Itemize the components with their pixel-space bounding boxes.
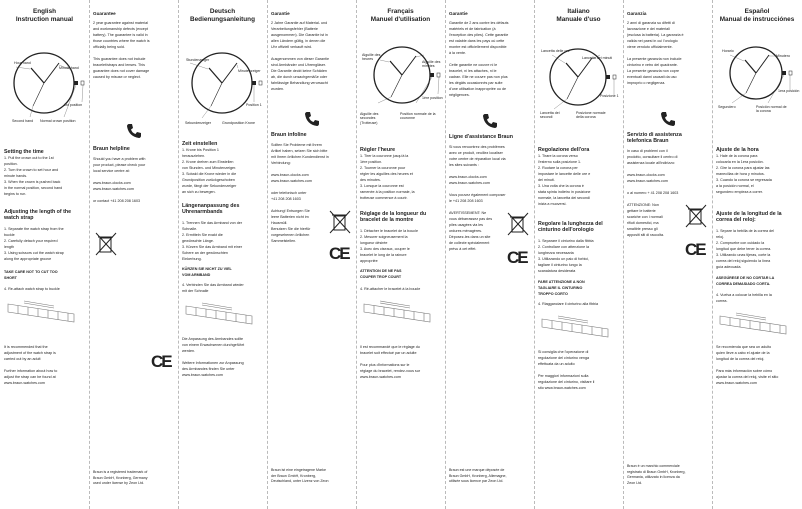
second-hand-label: Segundero [718,105,736,109]
guarantee-body: 2 year guarantee against material and workmanship defects (except battery). The guarantee is valid in those countries where the watch is officially being sold. This guarantee does not include bracelet/straps and lenses. This guarantee does not cover damage caused by misuse or neglect. [93,21,150,79]
adjust-strap-heading: Ajuste de la longitud de la correa del reloj: [716,211,782,224]
francais-instructions-column [356,0,445,509]
adjust-strap-heading: Adjusting the length of the watch strap [4,209,72,222]
crossed-bin-icon [505,210,531,238]
adult-recommendation: Si consiglia che l'operazione di regolazione del cinturino venga effettuata da un adulto [538,349,590,366]
espanol-instructions-column [712,0,802,509]
disposal-block [271,208,352,278]
minute-hand-label: Aiguille des minutes [422,60,441,69]
setting-time-heading: Ajuste de la hora [716,147,759,153]
helpline-heading: Ligne d'assistance Braun [449,134,513,140]
normal-position-label: Posizione normale della corona [576,111,606,120]
hour-hand-label: Hour hand [14,61,31,65]
minute-hand-label: Minute hand [59,66,79,70]
phone-icon [125,122,143,140]
normal-position-label: Normal crown position [40,119,76,123]
first-position-label: 1era posición [778,89,800,93]
italiano-instructions-column [534,0,623,509]
disposal-block [627,202,708,272]
further-info: Para más información sobre cómo ajustar la correa del reloj, visite el sitio www.braun-watches.com [716,368,779,385]
reattach-step: 4. Verbinden Sie das Armband wieder mit der Schnalle [182,282,244,293]
ce-mark-icon: CE [329,244,349,264]
reattach-step: 4. Riagganciare il cinturino alla fibbia [538,301,599,306]
watch-dial-diagram [538,23,619,135]
normal-position-label: Grundposition Krone [222,121,255,125]
phone-icon [659,110,677,128]
helpline-body: In caso di problemi con il prodotto, consultare il centro di assistenza locale all'indirizzo: www.braun-clocks.com www.braun-watches.com o al numero + 41 208 208 1603 [627,149,679,196]
helpline-heading: Servizio di assistenza telefonica Braun [627,132,682,145]
adjust-strap-steps: 1. Separate the watch strap from the buckle 2. Carefully detach your required length 3. Using scissors cut the watch strap along the appropriate groove [4,226,64,261]
hour-hand-label: Lancetta delle ore [541,49,570,53]
adult-recommendation: It is recommended that the adjustment of the watch strap is carried out by an adult [4,344,56,361]
helpline-body: Sollten Sie Probleme mit Ihrem Artikel haben, setzen Sie sich bitte mit Ihrem örtlichen Kundendienst in Verbindung: www.braun-clocks.com www.braun-watches.com oder telefonisch unter +41 208 208 1603 [271,143,329,202]
normal-position-label: Position normale de la couronne [400,112,436,121]
minute-hand-label: Minutero [776,54,790,58]
further-info: Per maggiori informazioni sulla regolazione del cinturino, visitare il sito www.braun-watches.com [538,373,595,390]
first-position-label: 1st position [64,103,83,107]
english-title: English Instruction manual [15,8,74,23]
setting-time-steps: 1. Pull the crown out to the 1st position. 2. Turn the crown to set hour and minute hands. 3. When the crown is pushed back in the normal position, second hand begins to run. [4,156,63,197]
english-instructions-column [0,0,89,509]
ce-mark-icon: CE [151,352,171,371]
francais-guarantee-column [445,0,534,509]
italiano-title: Italiano Manuale d'uso [556,8,601,23]
cut-warning: ASEGÚRESE DE NO CORTAR LA CORREA DEMASIADO CORTA. [716,275,775,286]
guarantee-title: Guarantee [93,11,116,16]
watch-dial-diagram [716,23,798,135]
disposal-warning: Achtung! Entsorgen Sie leere Batterien nicht im Hausmüll. Benutzen Sie die hierfür vorgesehenen örtlichen Sammelstellen. [271,209,311,244]
helpline-body: Should you have a problem with your product, please check your local service centre at: www.braun-clocks.com www.braun-watches.com or contact +41 208 208 1603 [93,157,146,204]
minute-hand-label: Minutenzeiger [238,69,261,73]
helpline-heading: Braun helpline [93,146,130,152]
hour-hand-label: Stundenzeiger [186,58,210,62]
helpline-body: Si vous rencontrez des problèmes avec ce produit, veuillez localiser votre centre de réparation local via les sites suivants : www.braun-clocks.com www.braun-watches.com Vous pouvez également composer le +41 208 208 1603 [449,145,506,204]
disposal-warning: ATTENZIONE: Non gettare le batterie scariche con i normali rifiuti domestici, ma smaltirle presso gli appositi siti di raccolta. [627,203,665,238]
watch-dial-diagram [360,23,441,135]
normal-position-label: Posición normal de la corona [756,105,787,114]
reattach-step: 4. Re-attach watch strap to buckle [4,286,60,291]
crossed-bin-icon [683,202,709,230]
watch-face-icon [716,23,802,135]
watch-face-icon [182,23,267,135]
guarantee-body: Garantie de 2 ans contre les défauts matériels et de fabrication (à l'exception des piles). Cette garantie est valable dans les pays où cette montre est officiellement disponible à la vente. Cette garantie ne couvre ni le bracelet, ni les attaches, ni le cadran. Elle ne couvre pas non plus les dégâts occasionnés par suite d'une utilisation inappropriée ou de négligences. [449,21,509,97]
first-position-label: Posizione 1 [600,94,619,98]
adjust-strap-heading: Regolare la lunghezza del cinturino dell'orologio [538,221,603,234]
hour-hand-label: Horario [722,49,734,53]
trademark-note: Braun ist eine eingetragene Marke der Braun GmbH, Kronberg, Deutschland, unter Lizenz von Zeon [271,468,329,484]
disposal-block [449,210,530,280]
further-info: Pour plus d'informations sur le réglage du bracelet, rendez-vous sur www.braun-watches.com [360,362,421,379]
first-position-label: Position 1 [246,103,262,107]
phone-icon [481,112,499,130]
watch-strap-illustration [538,313,618,339]
trademark-note: Braun est une marque déposée de Braun GmbH, Kronberg, Allemagne, utilisée sous licence par Zeon Ltd. [449,468,507,484]
ce-mark-icon: CE [507,248,527,268]
watch-strap-illustration [182,300,262,326]
watch-strap-illustration [716,310,796,336]
guarantee-title: Garantie [449,11,468,16]
ce-mark-icon: CE [685,240,705,260]
adjust-strap-steps: 1. Trennen Sie das Armband von der Schnalle. 2. Ermitteln Sie exakt die gewünschte Länge. 3. Kürzen Sie das Armband mit einer Schere an der gewünschten Einkerbung. [182,220,243,261]
hour-hand-label: Aiguille des heures [362,53,381,62]
adult-recommendation: Se recomienda que sea un adulto quien lleve a cabo el ajuste de la longitud de la correa del reloj. [716,344,772,361]
trademark-note: Braun is a registered trademark of Braun GmbH, Kronberg, Germany used under license by Zeon Ltd. [93,470,148,486]
second-hand-label: Second hand [12,119,34,123]
watch-dial-diagram [182,23,263,135]
setting-time-heading: Setting the time [4,149,44,155]
deutsch-title: Deutsch Bedienungsanleitung [190,8,255,23]
adult-recommendation: Die Anpassung des Armbandes sollte von einem Erwachsenen durchgeführt werden. [182,336,245,353]
adult-recommendation: Il est recommandé que le réglage du bracelet soit effectué par un adulte [360,344,420,355]
guarantee-title: Garanzia [627,11,647,16]
adjust-strap-steps: 1. Separe la hebilla de la correa del reloj. 2. Compruebe con cuidado la longitud que debe tener la correa. 3. Utilizando unas tijeras, corte la correa del reloj siguiendo la línea guía adecuada. [716,228,775,269]
cut-warning: KÜRZEN SIE NICHT ZU VIEL VOM ARMBAND [182,266,232,277]
first-position-label: 1ère position [422,96,443,100]
setting-time-steps: 1. Hale de la corona para colocarla en la 1era posición. 2. Gire la corona para ajustar las manecillas de hora y minutos. 3. Cuando la corona se regresada a la posición normal, el segundero empieza a correr. [716,154,772,195]
minute-hand-label: Lancetta dei minuti [582,56,613,60]
deutsch-guarantee-column [267,0,356,509]
crossed-bin-icon [93,230,119,258]
further-info: Weitere Informationen zur Anpassung des Armbandes finden Sie unter www.braun-watches.com [182,360,244,377]
helpline-heading: Braun infoline [271,132,307,138]
reattach-step: 4. Vuelva a colocar la hebilla en la correa. [716,292,772,303]
setting-time-steps: 1. Tirare la corona verso l'esterno sulla posizione 1. 2. Ruotare la corona per impostare le lancette delle ore e dei minuti. 3. Una volta che la corona è stata spinta indietro in posizione normale, la lancetta dei secondi inizia a muoversi. [538,154,591,207]
cut-warning: ATTENTION DE NE PAS COUPER TROP COURT [360,268,402,279]
disposal-warning: AVERTISSEMENT: Ne vous débarrassez pas des piles usagées via les ordures ménagères. Déposez-les dans un site de collecte spécialement prévu à cet effet. [449,211,493,252]
english-guarantee-column [89,0,178,509]
setting-time-heading: Régler l'heure [360,147,396,153]
reattach-step: 4. Ré-attacher le bracelet à la boucle [360,286,421,291]
watch-dial-diagram [4,23,85,135]
trademark-note: Braun è un marchio commerciale registrato di Braun GmbH, Kronberg, Germania, utilizzato in licenza da Zeon Ltd. [627,464,686,485]
adjust-strap-heading: Réglage de la longueur du bracelet de la montre [360,211,427,224]
deutsch-instructions-column [178,0,267,509]
crossed-bin-icon [327,208,353,236]
setting-time-heading: Zeit einstellen [182,141,218,147]
adjust-strap-steps: 1. Separare il cinturino dalla fibbia 2. Controllare con attenzione la lunghezza necessaria 3. Utilizzando un paio di forbici, tagliare il cinturino lungo la scanalatura desiderata [538,238,594,273]
guarantee-title: Garantie [271,11,290,16]
guarantee-body: 2 anni di garanzia su difetti di lavorazione e dei materiali (esclusa la batteria). La garanzia è valida nei paesi in cui l'orologio viene venduto ufficialmente. La presente garanzia non include cinturino e vetro del quadrante. La presente garanzia non copre eventuali danni causati da uso improprio o negligenza. [627,21,684,85]
adjust-strap-steps: 1. Détacher le bracelet de la boucle 2. Mesurer soigneusement la longueur désirée 3. Avec des ciseaux, couper le bracelet le long de la rainure appropriée [360,228,419,263]
francais-title: Français Manuel d'utilisation [370,8,431,23]
cut-warning: FARE ATTENZIONE A NON TAGLIARE IL CINTURINO TROPPO CORTO [538,279,585,296]
second-hand-label: Sekundenzeiger [185,121,211,125]
guarantee-body: 2 Jahre Garantie auf Material- und Verarbeitungsfehler (Batterie ausgenommen). Die Garantie ist in allen Ländern gültig, in denen die Uhr offiziell verkauft wird. Ausgenommen von dieser Garantie sind Armbänder und Uhrengläser. Die Garantie deckt keine Schäden ab, die durch unsachgemäße oder fahrlässige Behandlung verursacht wurden. [271,21,330,91]
setting-time-heading: Regolazione dell'ora [538,147,590,153]
further-info: Further information about how to adjust the strap can be found at www.braun-watches.com [4,368,58,385]
italiano-guarantee-column [623,0,712,509]
cut-warning: TAKE CARE NOT TO CUT TOO SHORT [4,269,58,280]
second-hand-label: Lancetta dei secondi [540,111,560,120]
watch-strap-illustration [360,298,440,324]
adjust-strap-heading: Längenanpassung des Uhrenarmbands [182,203,240,216]
watch-strap-illustration [4,298,84,324]
setting-time-steps: 1. Krone bis Position 1 herausziehen. 2. Krone drehen zum Einstellen von Stunden- und Minutenzeiger. 3. Sobald die Krone wieder in die Grundposition zurückgeschoben wurde, fängt der Sekundenzeiger an sich zu bewegen. [182,148,237,195]
espanol-title: Español Manual de instrucciónes [719,8,795,23]
phone-icon [303,110,321,128]
setting-time-steps: 1. Tirer la couronne jusqu'à la 1ère position. 2. Tourner la couronne pour régler les aiguilles des heures et des minutes. 3. Lorsque la couronne est ramenée à la position normale, la trotteuse commence à courir. [360,154,415,201]
second-hand-label: Aiguille des secondes (Trotteuse) [360,112,379,125]
